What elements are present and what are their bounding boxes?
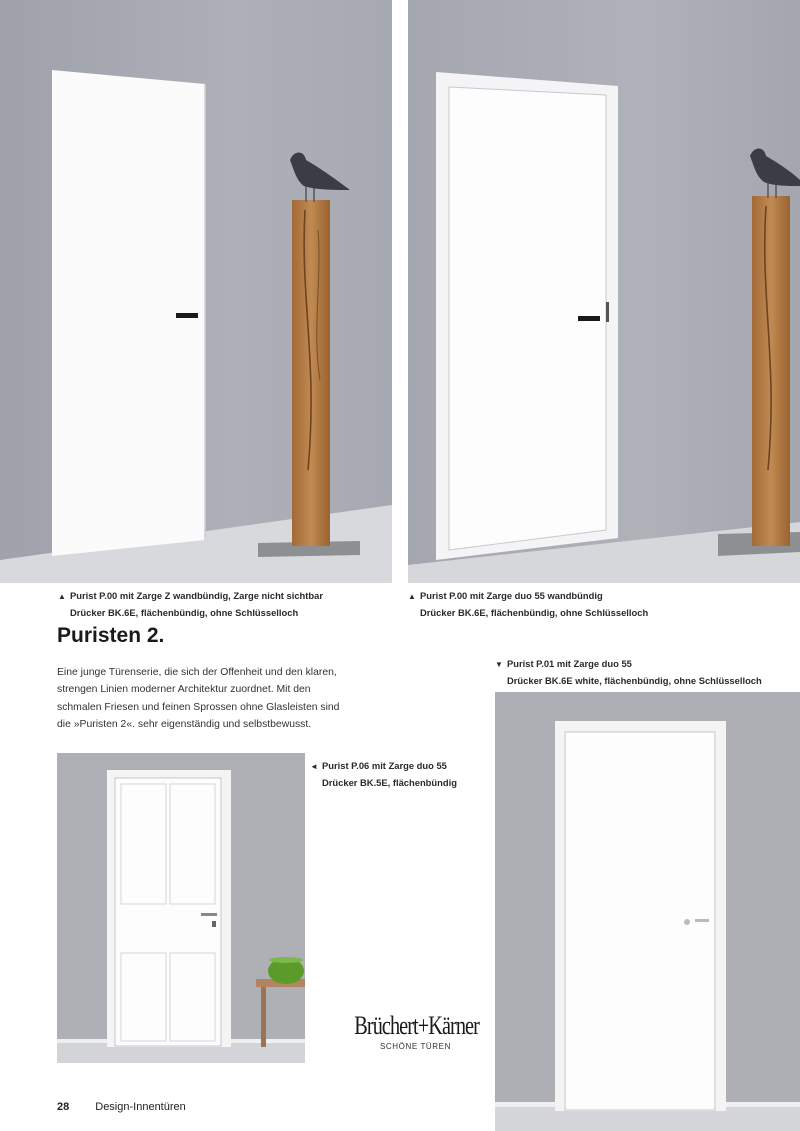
photo-door-p06 — [57, 753, 305, 1063]
brand-tagline: SCHÖNE TÜREN — [379, 1042, 451, 1051]
caption-detail: Drücker BK.6E white, flächenbündig, ohne Schlüsselloch — [507, 675, 762, 686]
caption-title: Purist P.00 mit Zarge Z wandbündig, Zarge nicht sichtbar — [70, 590, 323, 601]
photo-door-p00-duo55 — [408, 0, 800, 583]
caption-title: Purist P.00 mit Zarge duo 55 wandbündig — [420, 590, 603, 601]
caption-p00-duo55 — [408, 588, 648, 621]
brand-logo — [327, 1011, 479, 1051]
photo-door-p00-flush — [0, 0, 392, 583]
caption-detail: Drücker BK.5E, flächenbündig — [322, 777, 457, 788]
section-name: Design-Innentüren — [95, 1101, 186, 1113]
caption-title: Purist P.01 mit Zarge duo 55 — [507, 658, 632, 669]
caption-detail: Drücker BK.6E, flächenbündig, ohne Schlüsselloch — [420, 607, 649, 618]
caption-p00-flush — [58, 588, 323, 621]
caption-p06 — [310, 758, 457, 791]
caption-detail: Drücker BK.6E, flächenbündig, ohne Schlüsselloch — [70, 607, 299, 618]
page-footer — [57, 1101, 186, 1113]
brand-name: Brüchert+Kärner — [354, 1011, 479, 1040]
triangle-up-icon: ▲ — [58, 592, 66, 601]
page-title: Puristen 2. — [57, 624, 165, 647]
caption-title: Purist P.06 mit Zarge duo 55 — [322, 760, 447, 771]
triangle-up-icon: ▲ — [408, 592, 416, 601]
triangle-down-icon: ▼ — [495, 660, 503, 669]
triangle-left-icon: ◄ — [310, 762, 318, 771]
intro-paragraph: Eine junge Türenserie, die sich der Offenheit und den klaren, strengen Linien moderner Architektur zuordnet. Mit den schmalen Friesen und feinen Sprossen ohne Glasleisten sind die »Puristen 2«. sehr eigenständig und selbstbewusst. — [57, 667, 340, 730]
photo-door-p01 — [495, 692, 800, 1131]
caption-p01 — [495, 656, 762, 689]
page-number: 28 — [57, 1101, 70, 1113]
